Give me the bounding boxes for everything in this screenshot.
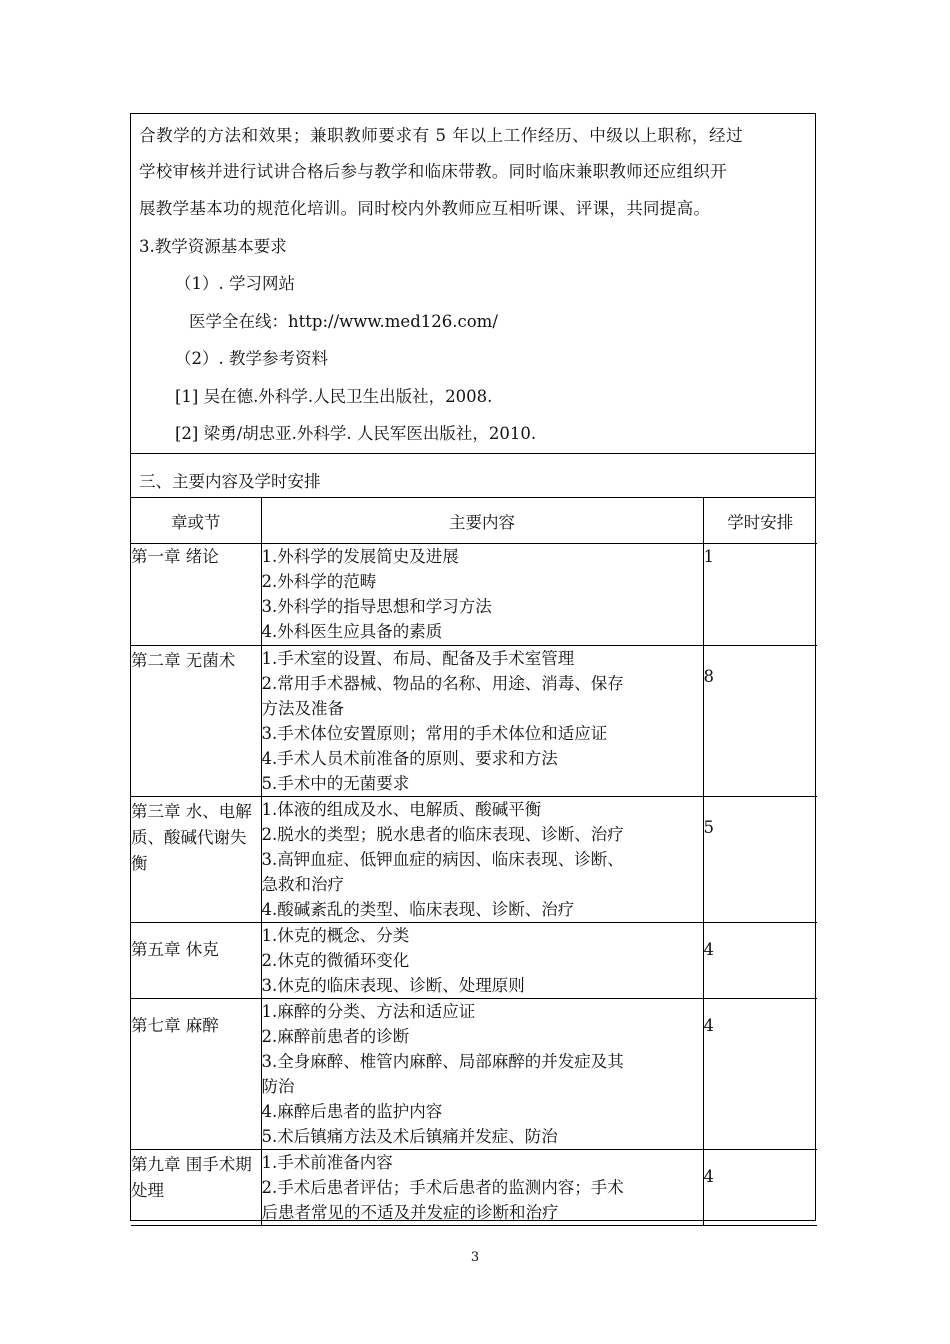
- reference-item: [1] 吴在德.外科学.人民卫生出版社，2008.: [175, 387, 493, 406]
- table-row: [131, 797, 817, 923]
- content-item: 1.麻醉的分类、方法和适应证: [261, 1002, 476, 1021]
- content-item: 5.术后镇痛方法及术后镇痛并发症、防治: [261, 1127, 558, 1146]
- content-item: 2.手术后患者评估；手术后患者的监测内容；手术: [261, 1178, 624, 1197]
- references-subheading: （2）. 教学参考资料: [175, 349, 328, 368]
- table-row: [131, 923, 817, 999]
- content-item: 4.酸碱紊乱的类型、临床表现、诊断、治疗: [261, 900, 575, 919]
- content-item: 4.外科医生应具备的素质: [261, 622, 443, 641]
- content-item: 5.手术中的无菌要求: [261, 774, 410, 793]
- content-item: 2.麻醉前患者的诊断: [261, 1027, 410, 1046]
- table-row: [131, 1150, 817, 1226]
- intro-line: 合教学的方法和效果；兼职教师要求有 5 年以上工作经历、中级以上职称，经过: [139, 126, 744, 145]
- content-item: 后患者常见的不适及并发症的诊断和治疗: [261, 1203, 559, 1222]
- content-item: 2.休克的微循环变化: [261, 951, 410, 970]
- hours-cell: 8: [703, 646, 817, 797]
- content-cell: [261, 1150, 703, 1226]
- website-link: 医学全在线：http://www.med126.com/: [189, 312, 498, 331]
- resources-heading: 3.教学资源基本要求: [139, 237, 287, 256]
- content-item: 1.手术前准备内容: [261, 1153, 393, 1172]
- chapter-cell: 第三章 水、电解质、酸碱代谢失衡: [131, 797, 261, 923]
- teaching-resources-block: [131, 114, 815, 454]
- chapter-cell: 第一章 绪论: [131, 544, 261, 646]
- hours-cell: 4: [703, 1150, 817, 1226]
- hours-cell: 4: [703, 999, 817, 1150]
- content-cell: [261, 999, 703, 1150]
- content-item: 2.常用手术器械、物品的名称、用途、消毒、保存: [261, 674, 624, 693]
- hours-cell: 4: [703, 923, 817, 999]
- content-item: 1.体液的组成及水、电解质、酸碱平衡: [261, 800, 542, 819]
- syllabus-table: [131, 498, 817, 1226]
- content-item: 1.手术室的设置、布局、配备及手术室管理: [261, 649, 575, 668]
- content-item: 3.外科学的指导思想和学习方法: [261, 597, 492, 616]
- table-row: [131, 999, 817, 1150]
- intro-line: 学校审核并进行试讲合格后参与教学和临床带教。同时临床兼职教师还应组织开: [139, 162, 727, 181]
- reference-item: [2] 梁勇/胡忠亚.外科学. 人民军医出版社，2010.: [175, 424, 537, 443]
- content-item: 2.外科学的范畴: [261, 572, 377, 591]
- chapter-cell: 第五章 休克: [131, 923, 261, 999]
- section-heading-row: [131, 454, 815, 498]
- table-row: [131, 646, 817, 797]
- chapter-cell: 第七章 麻醉: [131, 999, 261, 1150]
- header-hours: 学时安排: [703, 498, 817, 544]
- content-item: 4.手术人员术前准备的原则、要求和方法: [261, 749, 558, 768]
- content-cell: [261, 797, 703, 923]
- document-frame: [130, 113, 816, 1221]
- page-number: 3: [470, 1250, 480, 1265]
- chapter-cell: 第九章 围手术期处理: [131, 1150, 261, 1226]
- content-item: 急救和治疗: [261, 875, 344, 894]
- content-cell: [261, 923, 703, 999]
- content-item: 方法及准备: [261, 699, 344, 718]
- content-item: 3.休克的临床表现、诊断、处理原则: [261, 976, 525, 995]
- table-header-row: [131, 498, 817, 544]
- hours-cell: 1: [703, 544, 817, 646]
- content-item: 4.麻醉后患者的监护内容: [261, 1102, 443, 1121]
- chapter-cell: 第二章 无菌术: [131, 646, 261, 797]
- content-item: 3.高钾血症、低钾血症的病因、临床表现、诊断、: [261, 850, 624, 869]
- content-item: 1.外科学的发展简史及进展: [261, 547, 459, 566]
- content-item: 1.休克的概念、分类: [261, 926, 410, 945]
- content-item: 3.手术体位安置原则；常用的手术体位和适应证: [261, 724, 608, 743]
- section-title: 三、主要内容及学时安排: [139, 472, 321, 491]
- header-chapter: 章或节: [131, 498, 261, 544]
- website-subheading: （1）. 学习网站: [175, 274, 295, 293]
- content-cell: [261, 544, 703, 646]
- table-row: [131, 544, 817, 646]
- intro-line: 展教学基本功的规范化培训。同时校内外教师应互相听课、评课，共同提高。: [139, 199, 711, 218]
- hours-cell: 5: [703, 797, 817, 923]
- content-item: 2.脱水的类型；脱水患者的临床表现、诊断、治疗: [261, 825, 624, 844]
- content-item: 防治: [261, 1077, 295, 1096]
- content-item: 3.全身麻醉、椎管内麻醉、局部麻醉的并发症及其: [261, 1052, 624, 1071]
- header-content: 主要内容: [261, 498, 703, 544]
- content-cell: [261, 646, 703, 797]
